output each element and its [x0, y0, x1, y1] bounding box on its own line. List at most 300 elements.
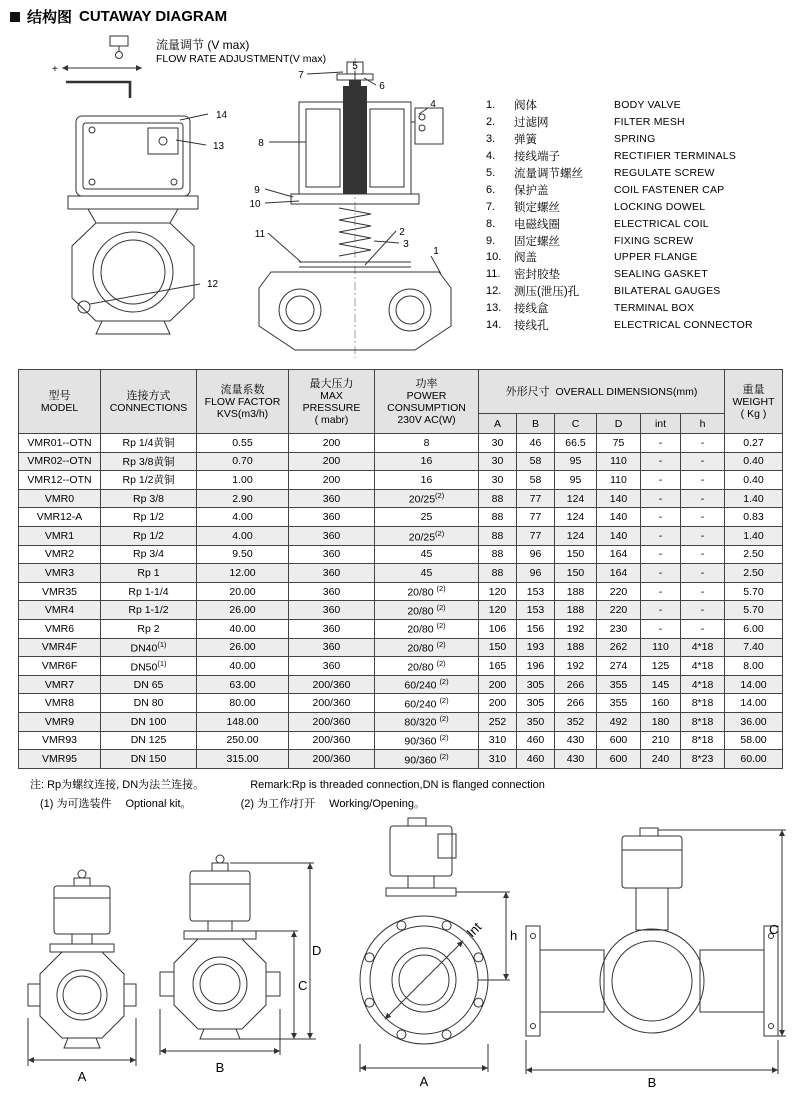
part-name-en: SEALING GASKET [614, 268, 708, 281]
dimension-a [360, 1044, 488, 1089]
remark-line [30, 776, 545, 792]
page-title-zh: 结构图 [27, 9, 73, 26]
cell-dim-b: 77 [517, 489, 555, 508]
part-name-zh: 电磁线圈 [514, 218, 560, 231]
parts-list-item [486, 249, 762, 266]
callout-8: 8 [258, 138, 264, 149]
cell-dim-c: 188 [555, 601, 597, 620]
cell-connection: Rp 1/2黄铜 [101, 471, 197, 490]
parts-list [486, 97, 762, 333]
col-header-max-pressure: 最大压力 MAX PRESSURE ( mabr) [289, 370, 375, 434]
cell-dim-h: - [681, 619, 725, 638]
cell-dim-b: 156 [517, 619, 555, 638]
flow-adjustment-label-en: FLOW RATE ADJUSTMENT(V max) [156, 53, 327, 65]
cell-dim-d: 600 [597, 750, 641, 769]
part-name-zh: 弹簧 [514, 134, 537, 147]
cell-weight: 6.00 [725, 619, 783, 638]
cell-weight: 60.00 [725, 750, 783, 769]
cell-model: VMR1 [19, 526, 101, 545]
table-row [19, 712, 783, 731]
cell-model: VMR8 [19, 694, 101, 713]
cell-connection: DN40$^{(1)}$ [101, 638, 197, 657]
table-row [19, 508, 783, 527]
cell-dim-d: 140 [597, 508, 641, 527]
part-number: 13. [486, 302, 502, 315]
cell-max-pressure: 360 [289, 508, 375, 527]
cell-dim-int: 110 [641, 638, 681, 657]
page-title-en: CUTAWAY DIAGRAM [79, 8, 228, 25]
parts-list-item [486, 165, 762, 182]
valve-outline [526, 828, 778, 1036]
cell-dim-h: 8*23 [681, 750, 725, 769]
dim-label-h: h [510, 928, 518, 943]
part-name-zh: 接线端子 [514, 151, 560, 164]
table-row [19, 471, 783, 490]
flow-adjustment-label-zh: 流量调节 (V max) [156, 38, 250, 52]
cell-dim-a: 30 [479, 452, 517, 471]
callout-11: 11 [254, 229, 266, 240]
cell-weight: 8.00 [725, 657, 783, 676]
cell-flow-factor: 2.90 [197, 489, 289, 508]
cell-dim-h: - [681, 545, 725, 564]
table-row [19, 675, 783, 694]
cell-dim-b: 350 [517, 712, 555, 731]
callout-13: 13 [213, 141, 225, 152]
cell-power: 45 [375, 545, 479, 564]
cell-power: 16 [375, 471, 479, 490]
part-name-en: FIXING SCREW [614, 234, 694, 247]
cell-weight: 5.70 [725, 601, 783, 620]
cell-dim-c: 95 [555, 452, 597, 471]
part-name-zh: 锁定螺丝 [514, 201, 560, 214]
parts-list-item [486, 114, 762, 131]
cell-weight: 36.00 [725, 712, 783, 731]
part-number: 7. [486, 200, 496, 213]
adjustment-tool-icon [52, 36, 142, 98]
part-name-zh: 测压(泄压)孔 [514, 286, 580, 299]
cell-model: VMR6F [19, 657, 101, 676]
cell-dim-b: 305 [517, 694, 555, 713]
dim-label-c: C [769, 922, 779, 937]
table-row [19, 564, 783, 583]
cell-dim-int: 160 [641, 694, 681, 713]
cell-flow-factor: 0.70 [197, 452, 289, 471]
cell-dim-h: 8*18 [681, 731, 725, 750]
dimension-b [526, 1040, 778, 1090]
col-header-dim-int: int [641, 414, 681, 434]
cell-max-pressure: 200/360 [289, 694, 375, 713]
cell-dim-int: 240 [641, 750, 681, 769]
col-header-dim-a: A [479, 414, 517, 434]
cell-weight: 0.40 [725, 471, 783, 490]
footnote-2-en: Working/Opening。 [329, 798, 425, 810]
dim-label-a: A [419, 1074, 429, 1089]
cell-flow-factor: 20.00 [197, 582, 289, 601]
cell-model: VMR3 [19, 564, 101, 583]
cell-power: 20/25$^{(2)}$ [375, 526, 479, 545]
cell-connection: DN 80 [101, 694, 197, 713]
dim-label-int: Int [463, 919, 485, 941]
cell-dim-d: 492 [597, 712, 641, 731]
cell-flow-factor: 4.00 [197, 508, 289, 527]
col-header-dim-b: B [517, 414, 555, 434]
cell-connection: DN 125 [101, 731, 197, 750]
cell-power: 20/80 $^{(2)}$ [375, 582, 479, 601]
col-header-dim-h: h [681, 414, 725, 434]
cell-model: VMR01--OTN [19, 434, 101, 453]
external-view-drawing [50, 36, 240, 358]
part-number: 11. [486, 268, 501, 281]
cell-dim-c: 192 [555, 657, 597, 676]
cell-dim-h: - [681, 564, 725, 583]
cell-dim-c: 266 [555, 694, 597, 713]
cell-connection: Rp 3/8 [101, 489, 197, 508]
cell-dim-a: 165 [479, 657, 517, 676]
col-header-connections: 连接方式 CONNECTIONS [101, 370, 197, 434]
table-header-row [19, 370, 783, 414]
col-header-dim-d: D [597, 414, 641, 434]
cell-dim-c: 430 [555, 731, 597, 750]
cell-dim-b: 153 [517, 582, 555, 601]
cell-max-pressure: 360 [289, 526, 375, 545]
cell-power: 20/80 $^{(2)}$ [375, 601, 479, 620]
part-number: 4. [486, 150, 496, 163]
cell-dim-b: 58 [517, 471, 555, 490]
outline-drawing-4 [516, 828, 788, 1088]
cell-dim-a: 310 [479, 731, 517, 750]
col-header-weight: 重量 WEIGHT ( Kg ) [725, 370, 783, 434]
cell-flow-factor: 250.00 [197, 731, 289, 750]
callout-4: 4 [430, 99, 436, 110]
cell-dim-d: 110 [597, 452, 641, 471]
cell-dim-h: - [681, 452, 725, 471]
part-name-en: ELECTRICAL COIL [614, 217, 709, 230]
cell-dim-d: 274 [597, 657, 641, 676]
cell-dim-c: 266 [555, 675, 597, 694]
cell-max-pressure: 360 [289, 657, 375, 676]
cell-connection: Rp 1-1/2 [101, 601, 197, 620]
cell-dim-int: 145 [641, 675, 681, 694]
cell-dim-c: 150 [555, 545, 597, 564]
table-row [19, 731, 783, 750]
cell-dim-h: - [681, 526, 725, 545]
title-bullet-icon [10, 12, 20, 22]
dim-label-b: B [647, 1075, 657, 1090]
cell-dim-h: 8*18 [681, 694, 725, 713]
cell-flow-factor: 12.00 [197, 564, 289, 583]
cell-dim-d: 164 [597, 564, 641, 583]
dim-label-d: D [312, 943, 322, 958]
cell-dim-a: 88 [479, 526, 517, 545]
part-name-en: RECTIFIER TERMINALS [614, 150, 737, 163]
cell-power: 60/240 $^{(2)}$ [375, 694, 479, 713]
cell-max-pressure: 200/360 [289, 675, 375, 694]
cell-dim-int: - [641, 508, 681, 527]
cell-dim-int: - [641, 471, 681, 490]
cell-power: 80/320 $^{(2)}$ [375, 712, 479, 731]
page-title [10, 6, 227, 27]
cell-max-pressure: 200 [289, 434, 375, 453]
cell-dim-int: - [641, 489, 681, 508]
cell-dim-h: - [681, 582, 725, 601]
cell-weight: 7.40 [725, 638, 783, 657]
part-name-en: BILATERAL GAUGES [614, 285, 721, 298]
cell-dim-h: 4*18 [681, 675, 725, 694]
part-name-en: SPRING [614, 133, 656, 146]
part-name-en: FILTER MESH [614, 116, 685, 129]
cell-flow-factor: 9.50 [197, 545, 289, 564]
callout-10: 10 [249, 199, 261, 210]
cell-dim-h: - [681, 471, 725, 490]
cell-weight: 5.70 [725, 582, 783, 601]
cell-flow-factor: 1.00 [197, 471, 289, 490]
cell-dim-b: 193 [517, 638, 555, 657]
cell-dim-d: 140 [597, 489, 641, 508]
part-number: 6. [486, 183, 496, 196]
valve-external-body [68, 116, 198, 334]
cell-flow-factor: 148.00 [197, 712, 289, 731]
cell-dim-b: 77 [517, 526, 555, 545]
dimension-c [658, 830, 786, 1036]
table-row [19, 619, 783, 638]
cell-dim-h: - [681, 489, 725, 508]
cell-max-pressure: 200/360 [289, 731, 375, 750]
part-name-en: BODY VALVE [614, 99, 681, 112]
cell-dim-int: 125 [641, 657, 681, 676]
cell-dim-d: 164 [597, 545, 641, 564]
cell-dim-a: 150 [479, 638, 517, 657]
cell-weight: 0.27 [725, 434, 783, 453]
parts-list-item [486, 283, 762, 300]
part-number: 3. [486, 133, 496, 146]
cell-weight: 2.50 [725, 545, 783, 564]
cell-weight: 2.50 [725, 564, 783, 583]
cell-dim-int: - [641, 619, 681, 638]
cell-dim-b: 460 [517, 750, 555, 769]
cell-dim-a: 88 [479, 508, 517, 527]
parts-list-item [486, 266, 762, 283]
col-header-dim-c: C [555, 414, 597, 434]
parts-list-item [486, 97, 762, 114]
cell-dim-int: 210 [641, 731, 681, 750]
cell-dim-h: - [681, 434, 725, 453]
cell-dim-d: 220 [597, 582, 641, 601]
table-row [19, 545, 783, 564]
cell-dim-d: 110 [597, 471, 641, 490]
parts-list-item [486, 181, 762, 198]
remark-en: Remark:Rp is threaded connection,DN is flanged connection [250, 779, 545, 791]
cell-dim-b: 305 [517, 675, 555, 694]
cell-connection: Rp 1 [101, 564, 197, 583]
part-name-en: COIL FASTENER CAP [614, 183, 725, 196]
col-header-flow-factor: 流量系数 FLOW FACTOR KVS(m3/h) [197, 370, 289, 434]
parts-list-item [486, 148, 762, 165]
cell-power: 20/80 $^{(2)}$ [375, 619, 479, 638]
outline-drawing-1 [22, 868, 147, 1088]
part-name-zh: 固定螺丝 [514, 235, 560, 248]
cell-model: VMR35 [19, 582, 101, 601]
part-name-zh: 过滤网 [514, 117, 549, 130]
part-name-en: LOCKING DOWEL [614, 200, 706, 213]
cell-weight: 58.00 [725, 731, 783, 750]
cell-power: 45 [375, 564, 479, 583]
cell-model: VMR93 [19, 731, 101, 750]
cell-model: VMR12--OTN [19, 471, 101, 490]
part-name-en: TERMINAL BOX [614, 302, 695, 315]
cell-dim-b: 460 [517, 731, 555, 750]
cell-dim-int: - [641, 526, 681, 545]
footnote-1-en: Optional kit。 [125, 798, 192, 810]
cell-connection: Rp 1/4黄铜 [101, 434, 197, 453]
part-name-zh: 接线盒 [514, 303, 549, 316]
cell-connection: Rp 1/2 [101, 508, 197, 527]
cell-dim-c: 95 [555, 471, 597, 490]
part-name-zh: 流量调节螺丝 [514, 168, 583, 180]
cell-dim-a: 120 [479, 582, 517, 601]
table-row [19, 694, 783, 713]
cell-max-pressure: 360 [289, 489, 375, 508]
cell-flow-factor: 63.00 [197, 675, 289, 694]
cell-dim-d: 220 [597, 601, 641, 620]
cell-model: VMR7 [19, 675, 101, 694]
part-name-zh: 保护盖 [514, 184, 549, 197]
cell-dim-c: 352 [555, 712, 597, 731]
callout-3: 3 [403, 239, 409, 250]
table-row [19, 750, 783, 769]
cell-dim-d: 355 [597, 694, 641, 713]
cell-dim-b: 96 [517, 545, 555, 564]
cell-dim-d: 140 [597, 526, 641, 545]
part-name-en: REGULATE SCREW [614, 167, 715, 179]
cell-power: 8 [375, 434, 479, 453]
cell-power: 60/240 $^{(2)}$ [375, 675, 479, 694]
cell-dim-a: 252 [479, 712, 517, 731]
cell-flow-factor: 315.00 [197, 750, 289, 769]
cell-dim-d: 355 [597, 675, 641, 694]
cell-power: 90/360 $^{(2)}$ [375, 750, 479, 769]
cell-flow-factor: 26.00 [197, 638, 289, 657]
cell-flow-factor: 40.00 [197, 619, 289, 638]
cell-dim-c: 188 [555, 582, 597, 601]
cell-dim-c: 430 [555, 750, 597, 769]
col-header-model: 型号 MODEL [19, 370, 101, 434]
footnote-1-zh: (1) 为可选装件 [40, 798, 112, 810]
col-header-dimensions: 外形尺寸 OVERALL DIMENSIONS(mm) [479, 370, 725, 414]
cell-dim-int: - [641, 545, 681, 564]
part-number: 2. [486, 116, 496, 129]
part-name-zh: 阀盖 [514, 252, 537, 265]
callout-9: 9 [254, 185, 260, 196]
cell-flow-factor: 26.00 [197, 601, 289, 620]
cell-power: 25 [375, 508, 479, 527]
cell-dim-a: 30 [479, 434, 517, 453]
part-name-zh: 密封胶垫 [514, 269, 560, 282]
cell-dim-c: 124 [555, 489, 597, 508]
table-row [19, 601, 783, 620]
spec-table [18, 369, 783, 769]
callout-14: 14 [216, 110, 228, 121]
cell-connection: Rp 3/8黄铜 [101, 452, 197, 471]
cell-dim-b: 196 [517, 657, 555, 676]
cell-dim-a: 310 [479, 750, 517, 769]
callout-2: 2 [399, 227, 405, 238]
dimension-d [230, 863, 321, 1039]
cell-dim-int: - [641, 452, 681, 471]
cell-model: VMR2 [19, 545, 101, 564]
cell-dim-a: 30 [479, 471, 517, 490]
callout-6: 6 [379, 81, 385, 92]
cell-connection: DN50$^{(1)}$ [101, 657, 197, 676]
cell-weight: 0.83 [725, 508, 783, 527]
cell-max-pressure: 360 [289, 619, 375, 638]
cell-model: VMR0 [19, 489, 101, 508]
part-name-zh: 阀体 [514, 100, 537, 113]
cell-max-pressure: 360 [289, 582, 375, 601]
cell-dim-int: - [641, 601, 681, 620]
cell-connection: Rp 1-1/4 [101, 582, 197, 601]
cell-dim-h: 8*18 [681, 712, 725, 731]
cell-flow-factor: 80.00 [197, 694, 289, 713]
cell-dim-h: - [681, 508, 725, 527]
external-callouts [90, 110, 228, 304]
spec-table-body [19, 434, 783, 769]
part-name-en: ELECTRICAL CONNECTOR [614, 319, 753, 332]
valve-outline [28, 870, 136, 1048]
footnote-2-zh: (2) 为工作/打开 [240, 798, 316, 810]
cell-max-pressure: 360 [289, 564, 375, 583]
cell-dim-d: 75 [597, 434, 641, 453]
cell-connection: DN 100 [101, 712, 197, 731]
table-row [19, 582, 783, 601]
part-number: 1. [486, 99, 496, 112]
callout-7: 7 [298, 70, 304, 81]
cell-max-pressure: 200/360 [289, 750, 375, 769]
remark-zh: 注: Rp为螺纹连接, DN为法兰连接。 [30, 779, 205, 791]
table-row [19, 434, 783, 453]
cell-dim-c: 124 [555, 508, 597, 527]
cell-dim-int: 180 [641, 712, 681, 731]
part-number: 9. [486, 234, 496, 247]
cell-model: VMR6 [19, 619, 101, 638]
part-name-en: UPPER FLANGE [614, 251, 698, 264]
cell-weight: 1.40 [725, 489, 783, 508]
outline-drawing-2 [148, 853, 322, 1088]
callout-5: 5 [352, 61, 358, 72]
col-header-power: 功率 POWER CONSUMPTION 230V AC(W) [375, 370, 479, 434]
part-number: 12. [486, 285, 502, 298]
cell-dim-h: - [681, 601, 725, 620]
cell-power: 16 [375, 452, 479, 471]
cell-flow-factor: 0.55 [197, 434, 289, 453]
cell-max-pressure: 360 [289, 601, 375, 620]
table-row [19, 452, 783, 471]
dimension-b [160, 1009, 280, 1075]
cell-weight: 14.00 [725, 694, 783, 713]
cell-power: 20/25$^{(2)}$ [375, 489, 479, 508]
table-row [19, 657, 783, 676]
cell-power: 20/80 $^{(2)}$ [375, 638, 479, 657]
cutaway-drawing [243, 58, 475, 360]
cell-model: VMR4 [19, 601, 101, 620]
cell-dim-int: - [641, 582, 681, 601]
cell-dim-c: 150 [555, 564, 597, 583]
callout-1: 1 [433, 246, 439, 257]
cell-weight: 1.40 [725, 526, 783, 545]
dim-label-b: B [215, 1060, 225, 1075]
cell-dim-b: 46 [517, 434, 555, 453]
parts-list-item [486, 131, 762, 148]
cell-dim-b: 153 [517, 601, 555, 620]
